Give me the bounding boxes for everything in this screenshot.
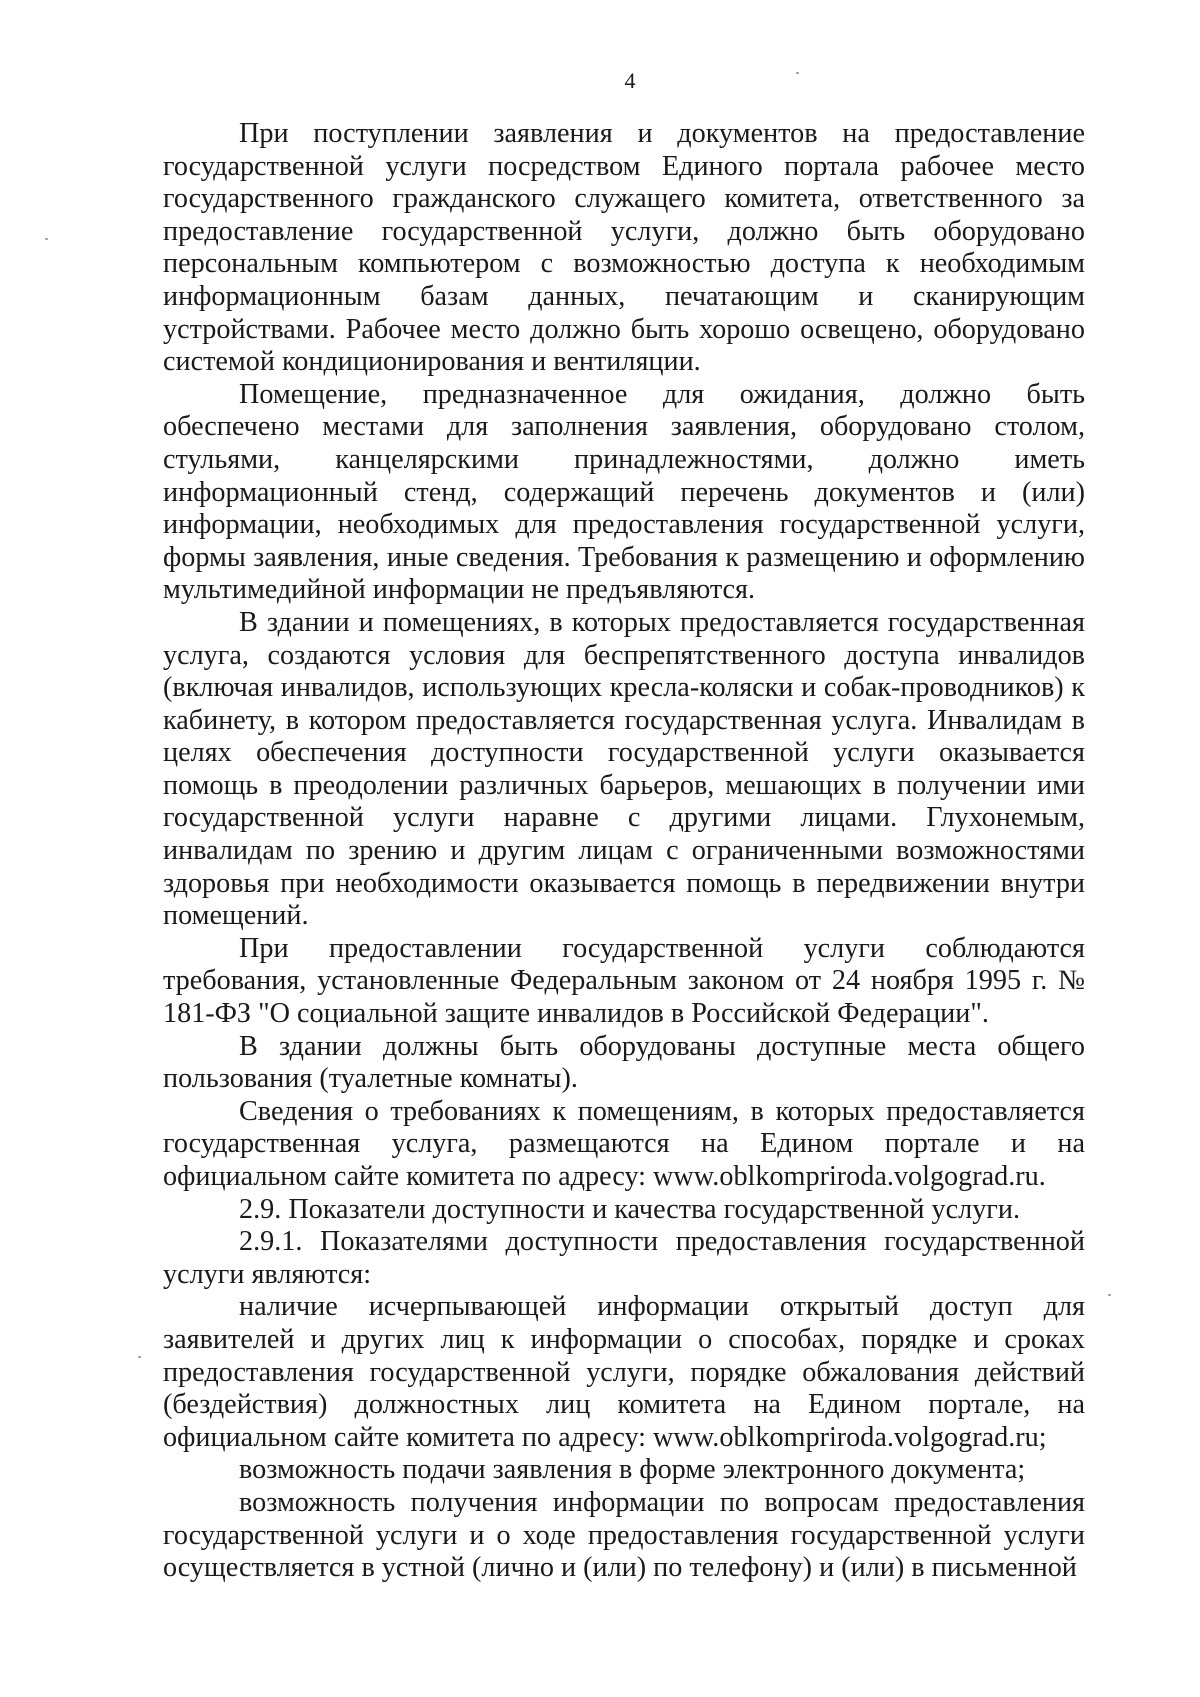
- paragraph: В здании должны быть оборудованы доступные места общего пользования (туалетные комнаты).: [163, 1030, 1085, 1095]
- paragraph: возможность подачи заявления в форме электронного документа;: [239, 1454, 1026, 1486]
- paragraph: наличие исчерпывающей информации открытый доступ для заявителей и других лиц к информации о способах, порядке и сроках предоставления государственной услуги, порядке обжалования действий (бездействия) должностных лиц комитета на Едином портале, на официальном сайте комитета по адресу: www.oblkompriroda.volgograd.ru;: [163, 1291, 1085, 1453]
- paragraph: Сведения о требованиях к помещениям, в которых предоставляется государственная услуга, размещаются на Едином портале и на официальном сайте комитета по адресу: www.oblkompriroda.volgograd.ru.: [163, 1095, 1085, 1192]
- paragraph: Помещение, предназначенное для ожидания, должно быть обеспечено местами для заполнения заявления, оборудовано столом, стульями, канцелярскими принадлежностями, должно иметь информационный стенд, содержащий перечень документов и (или) информации, необходимых для предоставления государственной услуги, формы заявления, иные сведения. Требования к размещению и оформлению мультимедийной информации не предъявляются.: [163, 378, 1085, 606]
- document-body: [163, 118, 1085, 1585]
- paragraph: При поступлении заявления и документов на предоставление государственной услуги посредством Единого портала рабочее место государственного гражданского служащего комитета, ответственного за предоставление государственной услуги, должно быть оборудовано персональным компьютером с возможностью доступа к необходимым информационным базам данных, печатающим и сканирующим устройствами. Рабочее место должно быть хорошо освещено, оборудовано системой кондиционирования и вентиляции.: [163, 118, 1085, 378]
- scan-speck: [138, 1356, 141, 1358]
- paragraph: В здании и помещениях, в которых предоставляется государственная услуга, создаются условия для беспрепятственного доступа инвалидов (включая инвалидов, использующих кресла-коляски и собак-проводников) к кабинету, в котором предоставляется государственная услуга. Инвалидам в целях обеспечения доступности государственной услуги оказывается помощь в преодолении различных барьеров, мешающих в получении ими государственной услуги наравне с другими лицами. Глухонемым, инвалидам по зрению и другим лицам с ограниченными возможностями здоровья при необходимости оказывается помощь в передвижении внутри помещений.: [163, 606, 1085, 932]
- paragraph: 2.9.1. Показателями доступности предоставления государственной услуги являются:: [163, 1226, 1085, 1290]
- page-number: 4: [624, 68, 636, 93]
- paragraph: возможность получения информации по вопросам предоставления государственной услуги и о ходе предоставления государственной услуги осуществляется в устной (лично и (или) по телефону) и (или) в письменной: [163, 1486, 1085, 1584]
- scan-speck: [1108, 1294, 1111, 1296]
- scan-speck: [796, 72, 799, 74]
- paragraph: 2.9. Показатели доступности и качества государственной услуги.: [239, 1193, 1021, 1225]
- scan-speck: [45, 238, 48, 240]
- paragraph: При предоставлении государственной услуги соблюдаются требования, установленные Федеральным законом от 24 ноября 1995 г. № 181-ФЗ "О социальной защите инвалидов в Российской Федерации".: [163, 932, 1085, 1030]
